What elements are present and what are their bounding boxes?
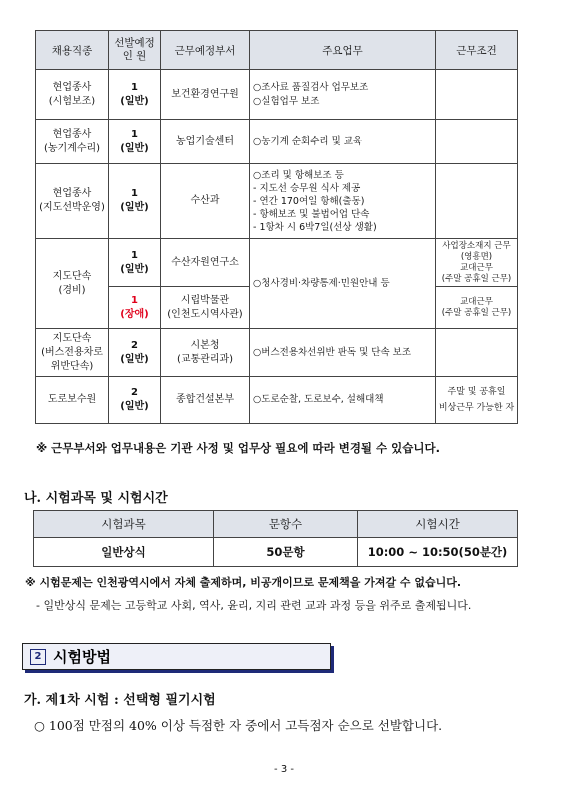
section-number: 2: [30, 649, 46, 665]
cond-cell: 사업장소재지 근무 (영흥면) 교대근무 (주말 공휴일 근무): [436, 239, 518, 287]
note-exam-nondisclosure: ※ 시험문제는 인천광역시에서 자체 출제하며, 비공개이므로 문제책을 가져갈 수 없습니다.: [25, 576, 462, 589]
dept-cell: 종합건설본부: [161, 377, 250, 424]
note-exam-scope: - 일반상식 문제는 고등학교 사회, 역사, 윤리, 지리 관련 교과 과정 등을 위주로 출제됩니다.: [36, 599, 472, 612]
dept-cell: 시립박물관 (인천도시역사관): [161, 287, 250, 329]
duties-cell: ○조리 및 항해보조 등 - 지도선 승무원 식사 제공 - 연간 170여일 항해(출동) - 항해보조 및 불법어업 단속 - 1항차 시 6박7일(선상 생활): [250, 164, 436, 239]
count-cell-disabled: 1 (장애): [109, 287, 161, 329]
count-cell: 2 (일반): [109, 377, 161, 424]
count-cell: 1 (일반): [109, 120, 161, 164]
duties-cell: ○도로순찰, 도로보수, 설해대책: [250, 377, 436, 424]
job-cell: 도로보수원: [36, 377, 109, 424]
exam-col-time: 시험시간: [358, 511, 518, 538]
section-2-banner: [22, 643, 331, 670]
cond-cell: 주말 및 공휴일 비상근무 가능한 자: [436, 377, 518, 424]
table-row: [36, 164, 518, 239]
col-header-duties: 주요업무: [250, 31, 436, 70]
duties-cell: ○농기계 순회수리 및 교육: [250, 120, 436, 164]
table-row: [36, 239, 518, 287]
section-heading-first-exam: 가. 제1차 시험 : 선택형 필기시험: [24, 693, 216, 708]
exam-col-questions: 문항수: [214, 511, 358, 538]
job-cell: 현업종사 (시험보조): [36, 70, 109, 120]
dept-cell: 수산자원연구소: [161, 239, 250, 287]
duties-cell: ○버스전용차선위반 판독 및 단속 보조: [250, 329, 436, 377]
count-cell: 1 (일반): [109, 70, 161, 120]
dept-cell: 농업기술센터: [161, 120, 250, 164]
job-cell: 현업종사 (지도선박운영): [36, 164, 109, 239]
section-heading-exam-subjects: 나. 시험과목 및 시험시간: [24, 491, 168, 506]
exam-table: [33, 510, 518, 567]
exam-subject: 일반상식: [34, 538, 214, 567]
exam-row: [34, 538, 518, 567]
count-cell: 1 (일반): [109, 239, 161, 287]
job-cell: 지도단속 (버스전용차로 위반단속): [36, 329, 109, 377]
dept-cell: 시본청 (교통관리과): [161, 329, 250, 377]
count-cell: 2 (일반): [109, 329, 161, 377]
recruitment-table: [35, 30, 518, 424]
table-row: [36, 120, 518, 164]
table-row: [36, 70, 518, 120]
note-department-change: ※ 근무부서와 업무내용은 기관 사정 및 업무상 필요에 따라 변경될 수 있습니다.: [36, 441, 440, 455]
section-title: 시험방법: [53, 648, 111, 666]
job-cell: 지도단속 (경비): [36, 239, 109, 329]
cond-cell: 교대근무 (주말 공휴일 근무): [436, 287, 518, 329]
page-number: - 3 -: [274, 764, 294, 775]
dept-cell: 수산과: [161, 164, 250, 239]
job-cell: 현업종사 (농기계수리): [36, 120, 109, 164]
exam-questions: 50문항: [214, 538, 358, 567]
col-header-count: 선발예정 인 원: [109, 31, 161, 70]
cond-cell: [436, 70, 518, 120]
table-header-row: [36, 31, 518, 70]
cond-cell: [436, 120, 518, 164]
selection-criteria: ○ 100점 만점의 40% 이상 득점한 자 중에서 고득점자 순으로 선발합니다.: [34, 718, 443, 733]
exam-col-subject: 시험과목: [34, 511, 214, 538]
duties-cell: ○청사경비·차량통제·민원안내 등: [250, 239, 436, 329]
cond-cell: [436, 329, 518, 377]
col-header-cond: 근무조건: [436, 31, 518, 70]
table-row: [36, 329, 518, 377]
table-row: [36, 377, 518, 424]
exam-header-row: [34, 511, 518, 538]
dept-cell: 보건환경연구원: [161, 70, 250, 120]
col-header-job: 채용직종: [36, 31, 109, 70]
cond-cell: [436, 164, 518, 239]
col-header-dept: 근무예정부서: [161, 31, 250, 70]
count-cell: 1 (일반): [109, 164, 161, 239]
exam-time: 10:00 ~ 10:50(50분간): [358, 538, 518, 567]
duties-cell: ○조사료 품질검사 업무보조 ○실험업무 보조: [250, 70, 436, 120]
